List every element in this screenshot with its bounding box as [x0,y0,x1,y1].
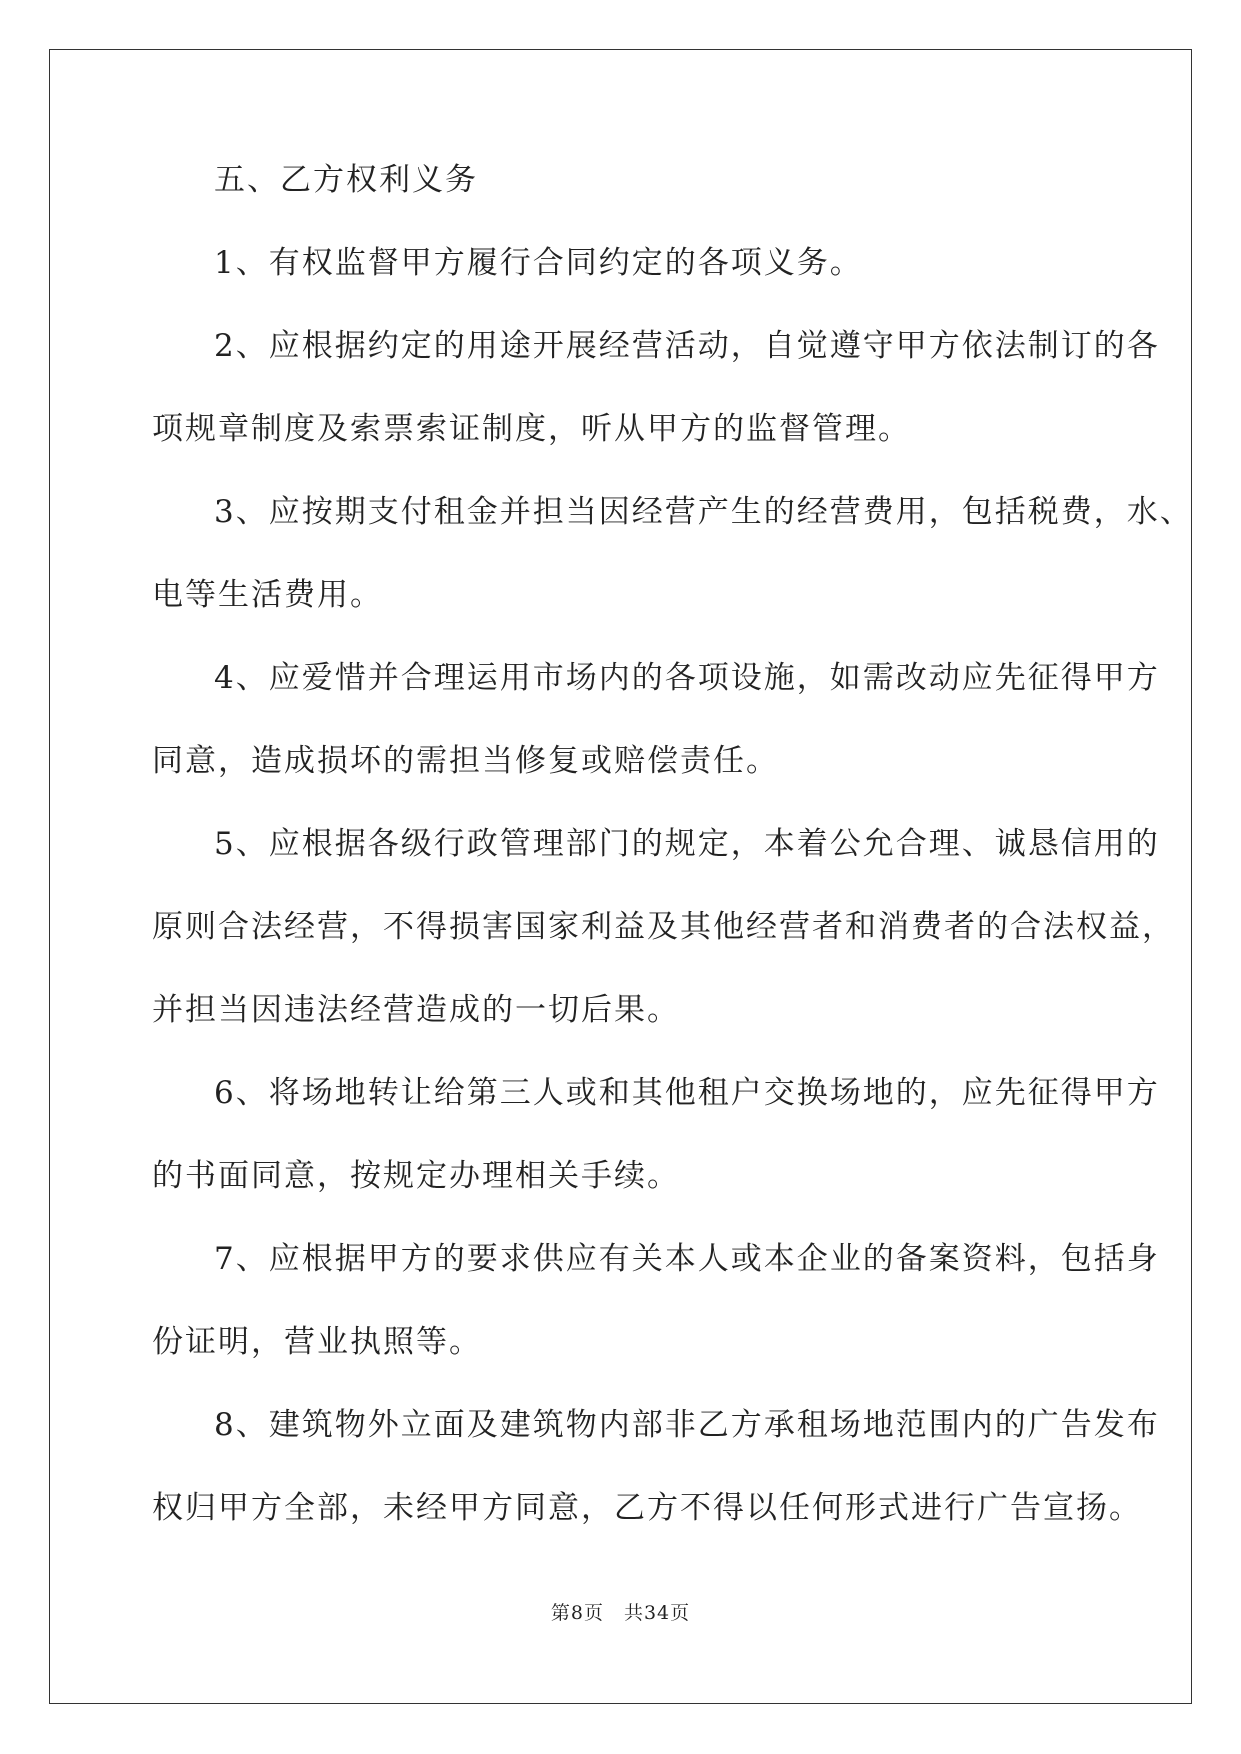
clause-5-line-2: 原则合法经营，不得损害国家利益及其他经营者和消费者的合法权益， [152,909,1175,945]
clause-3-line-1: 3、应按期支付租金并担当因经营产生的经营费用，包括税费，水、 [214,494,1193,530]
clause-8-line-1: 8、建筑物外立面及建筑物内部非乙方承租场地范围内的广告发布 [214,1407,1160,1443]
clause-8-line-2: 权归甲方全部，未经甲方同意，乙方不得以任何形式进行广告宣扬。 [152,1490,1142,1526]
clause-4-line-1: 4、应爱惜并合理运用市场内的各项设施，如需改动应先征得甲方 [214,660,1160,696]
clause-1: 1、有权监督甲方履行合同约定的各项义务。 [214,245,863,281]
clause-6-line-2: 的书面同意，按规定办理相关手续。 [152,1158,680,1194]
clause-7-line-2: 份证明，营业执照等。 [152,1324,482,1360]
clause-3-line-2: 电等生活费用。 [152,577,383,613]
clause-6-line-1: 6、将场地转让给第三人或和其他租户交换场地的，应先征得甲方 [214,1075,1160,1111]
page-total: 共34页 [623,1602,691,1624]
page-number: 第8页 [550,1602,604,1624]
document-body [152,160,1193,1571]
clause-4-line-2: 同意，造成损坏的需担当修复或赔偿责任。 [152,743,779,779]
clause-2-line-2: 项规章制度及索票索证制度，听从甲方的监督管理。 [152,411,911,447]
clause-5-line-3: 并担当因违法经营造成的一切后果。 [152,992,680,1028]
clause-2-line-1: 2、应根据约定的用途开展经营活动，自觉遵守甲方依法制订的各 [214,328,1160,364]
clause-7-line-1: 7、应根据甲方的要求供应有关本人或本企业的备案资料，包括身 [214,1241,1160,1277]
clause-5-line-1: 5、应根据各级行政管理部门的规定，本着公允合理、诚恳信用的 [214,826,1160,862]
section-heading: 五、乙方权利义务 [214,162,478,198]
page-footer [0,1598,1241,1625]
